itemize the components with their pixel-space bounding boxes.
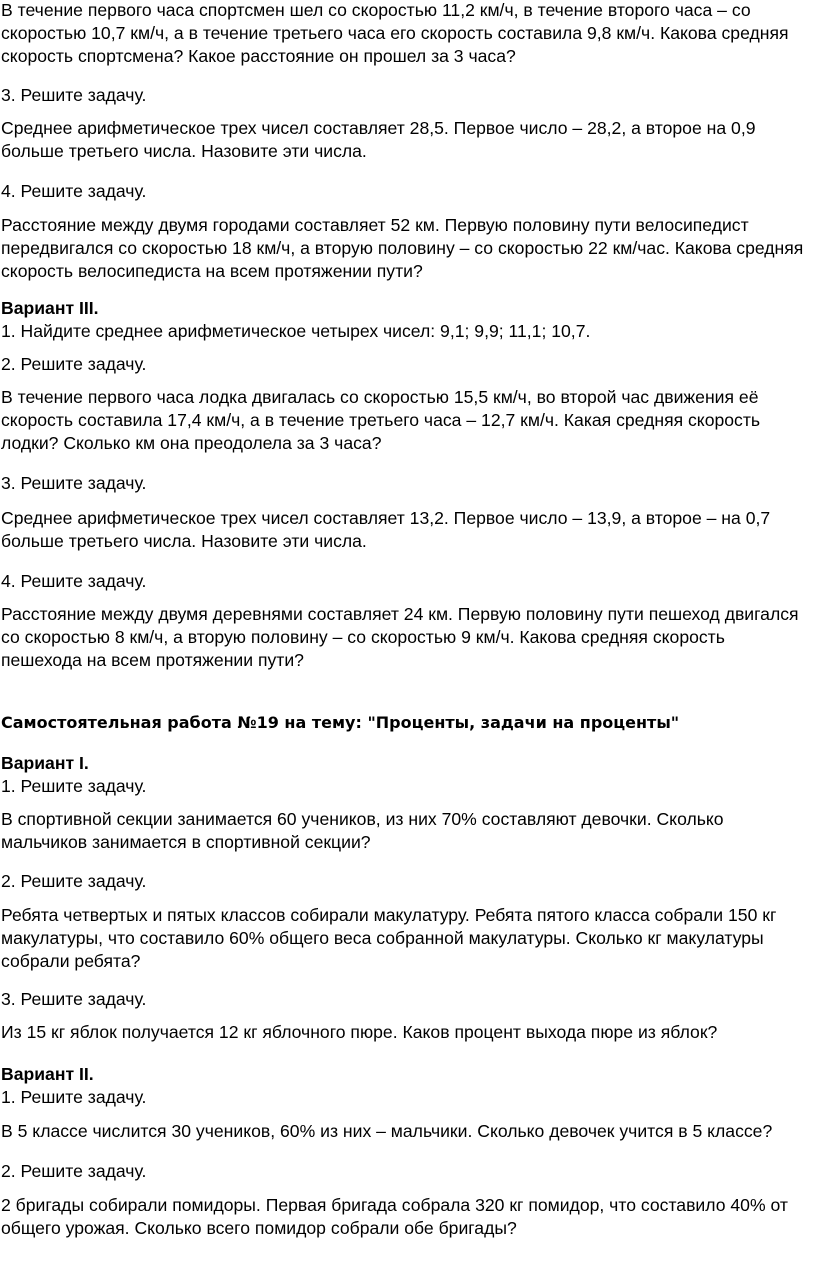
problem-text: В 5 классе числится 30 учеников, 60% из них – мальчики. Сколько девочек учится в 5 классе? — [1, 1121, 773, 1141]
task-number: 2. Решите задачу. — [1, 1161, 147, 1181]
task-number: 3. Решите задачу. — [1, 473, 147, 493]
task-number: 4. Решите задачу. — [1, 571, 147, 591]
problem-text: В спортивной секции занимается 60 учеников, из них 70% составляют девочки. Сколько мальчиков занимается в спортивной секции? — [1, 809, 724, 853]
variant-heading: Вариант I. — [1, 753, 89, 773]
task-number: 3. Решите задачу. — [1, 85, 147, 105]
variant-heading: Вариант II. — [1, 1064, 94, 1084]
problem-text: Ребята четвертых и пятых классов собирали макулатуру. Ребята пятого класса собрали 150 кг макулатуры, что составило 60% общего веса собранной макулатуры. Сколько кг макулатуры собрали ребята? — [1, 905, 777, 972]
task-number: 1. Решите задачу. — [1, 776, 147, 796]
task-number: 1. Решите задачу. — [1, 1087, 147, 1107]
task-number: 2. Решите задачу. — [1, 871, 147, 891]
problem-text: В течение первого часа спортсмен шел со скоростью 11,2 км/ч, в течение второго часа – со скоростью 10,7 км/ч, а в течение третьего часа его скорость составила 9,8 км/ч. Какова средняя скорость спортсмена? Какое расстояние он прошел за 3 часа? — [1, 0, 789, 67]
section-heading: Самостоятельная работа №19 на тему: "Проценты, задачи на проценты" — [1, 713, 680, 732]
variant-heading: Вариант III. — [1, 298, 99, 318]
problem-text: Среднее арифметическое трех чисел составляет 28,5. Первое число – 28,2, а второе на 0,9 больше третьего числа. Назовите эти числа. — [1, 118, 756, 162]
problem-text: 2 бригады собирали помидоры. Первая бригада собрала 320 кг помидор, что составило 40% от общего урожая. Сколько всего помидор собрали обе бригады? — [1, 1195, 788, 1239]
problem-text: Из 15 кг яблок получается 12 кг яблочного пюре. Каков процент выхода пюре из яблок? — [1, 1022, 718, 1042]
task-number: 4. Решите задачу. — [1, 181, 147, 201]
task-number: 3. Решите задачу. — [1, 989, 147, 1009]
task-number: 1. Найдите среднее арифметическое четырех чисел: 9,1; 9,9; 11,1; 10,7. — [1, 321, 591, 341]
problem-text: В течение первого часа лодка двигалась со скоростью 15,5 км/ч, во второй час движения её скорость составила 17,4 км/ч, а в течение третьего часа – 12,7 км/ч. Какая средняя скорость лодки? Сколько км она преодолела за 3 часа? — [1, 387, 761, 454]
problem-text: Расстояние между двумя городами составляет 52 км. Первую половину пути велосипедист передвигался со скоростью 18 км/ч, а вторую половину – со скоростью 22 км/час. Какова средняя скорость велосипедиста на всем протяжении пути? — [1, 215, 804, 282]
problem-text: Среднее арифметическое трех чисел составляет 13,2. Первое число – 13,9, а второе – на 0,7 больше третьего числа. Назовите эти числа. — [1, 508, 771, 552]
task-number: 2. Решите задачу. — [1, 354, 147, 374]
problem-text: Расстояние между двумя деревнями составляет 24 км. Первую половину пути пешеход двигался со скоростью 8 км/ч, а вторую половину – со скоростью 9 км/ч. Какова средняя скорость пешехода на всем протяжении пути? — [1, 604, 799, 671]
